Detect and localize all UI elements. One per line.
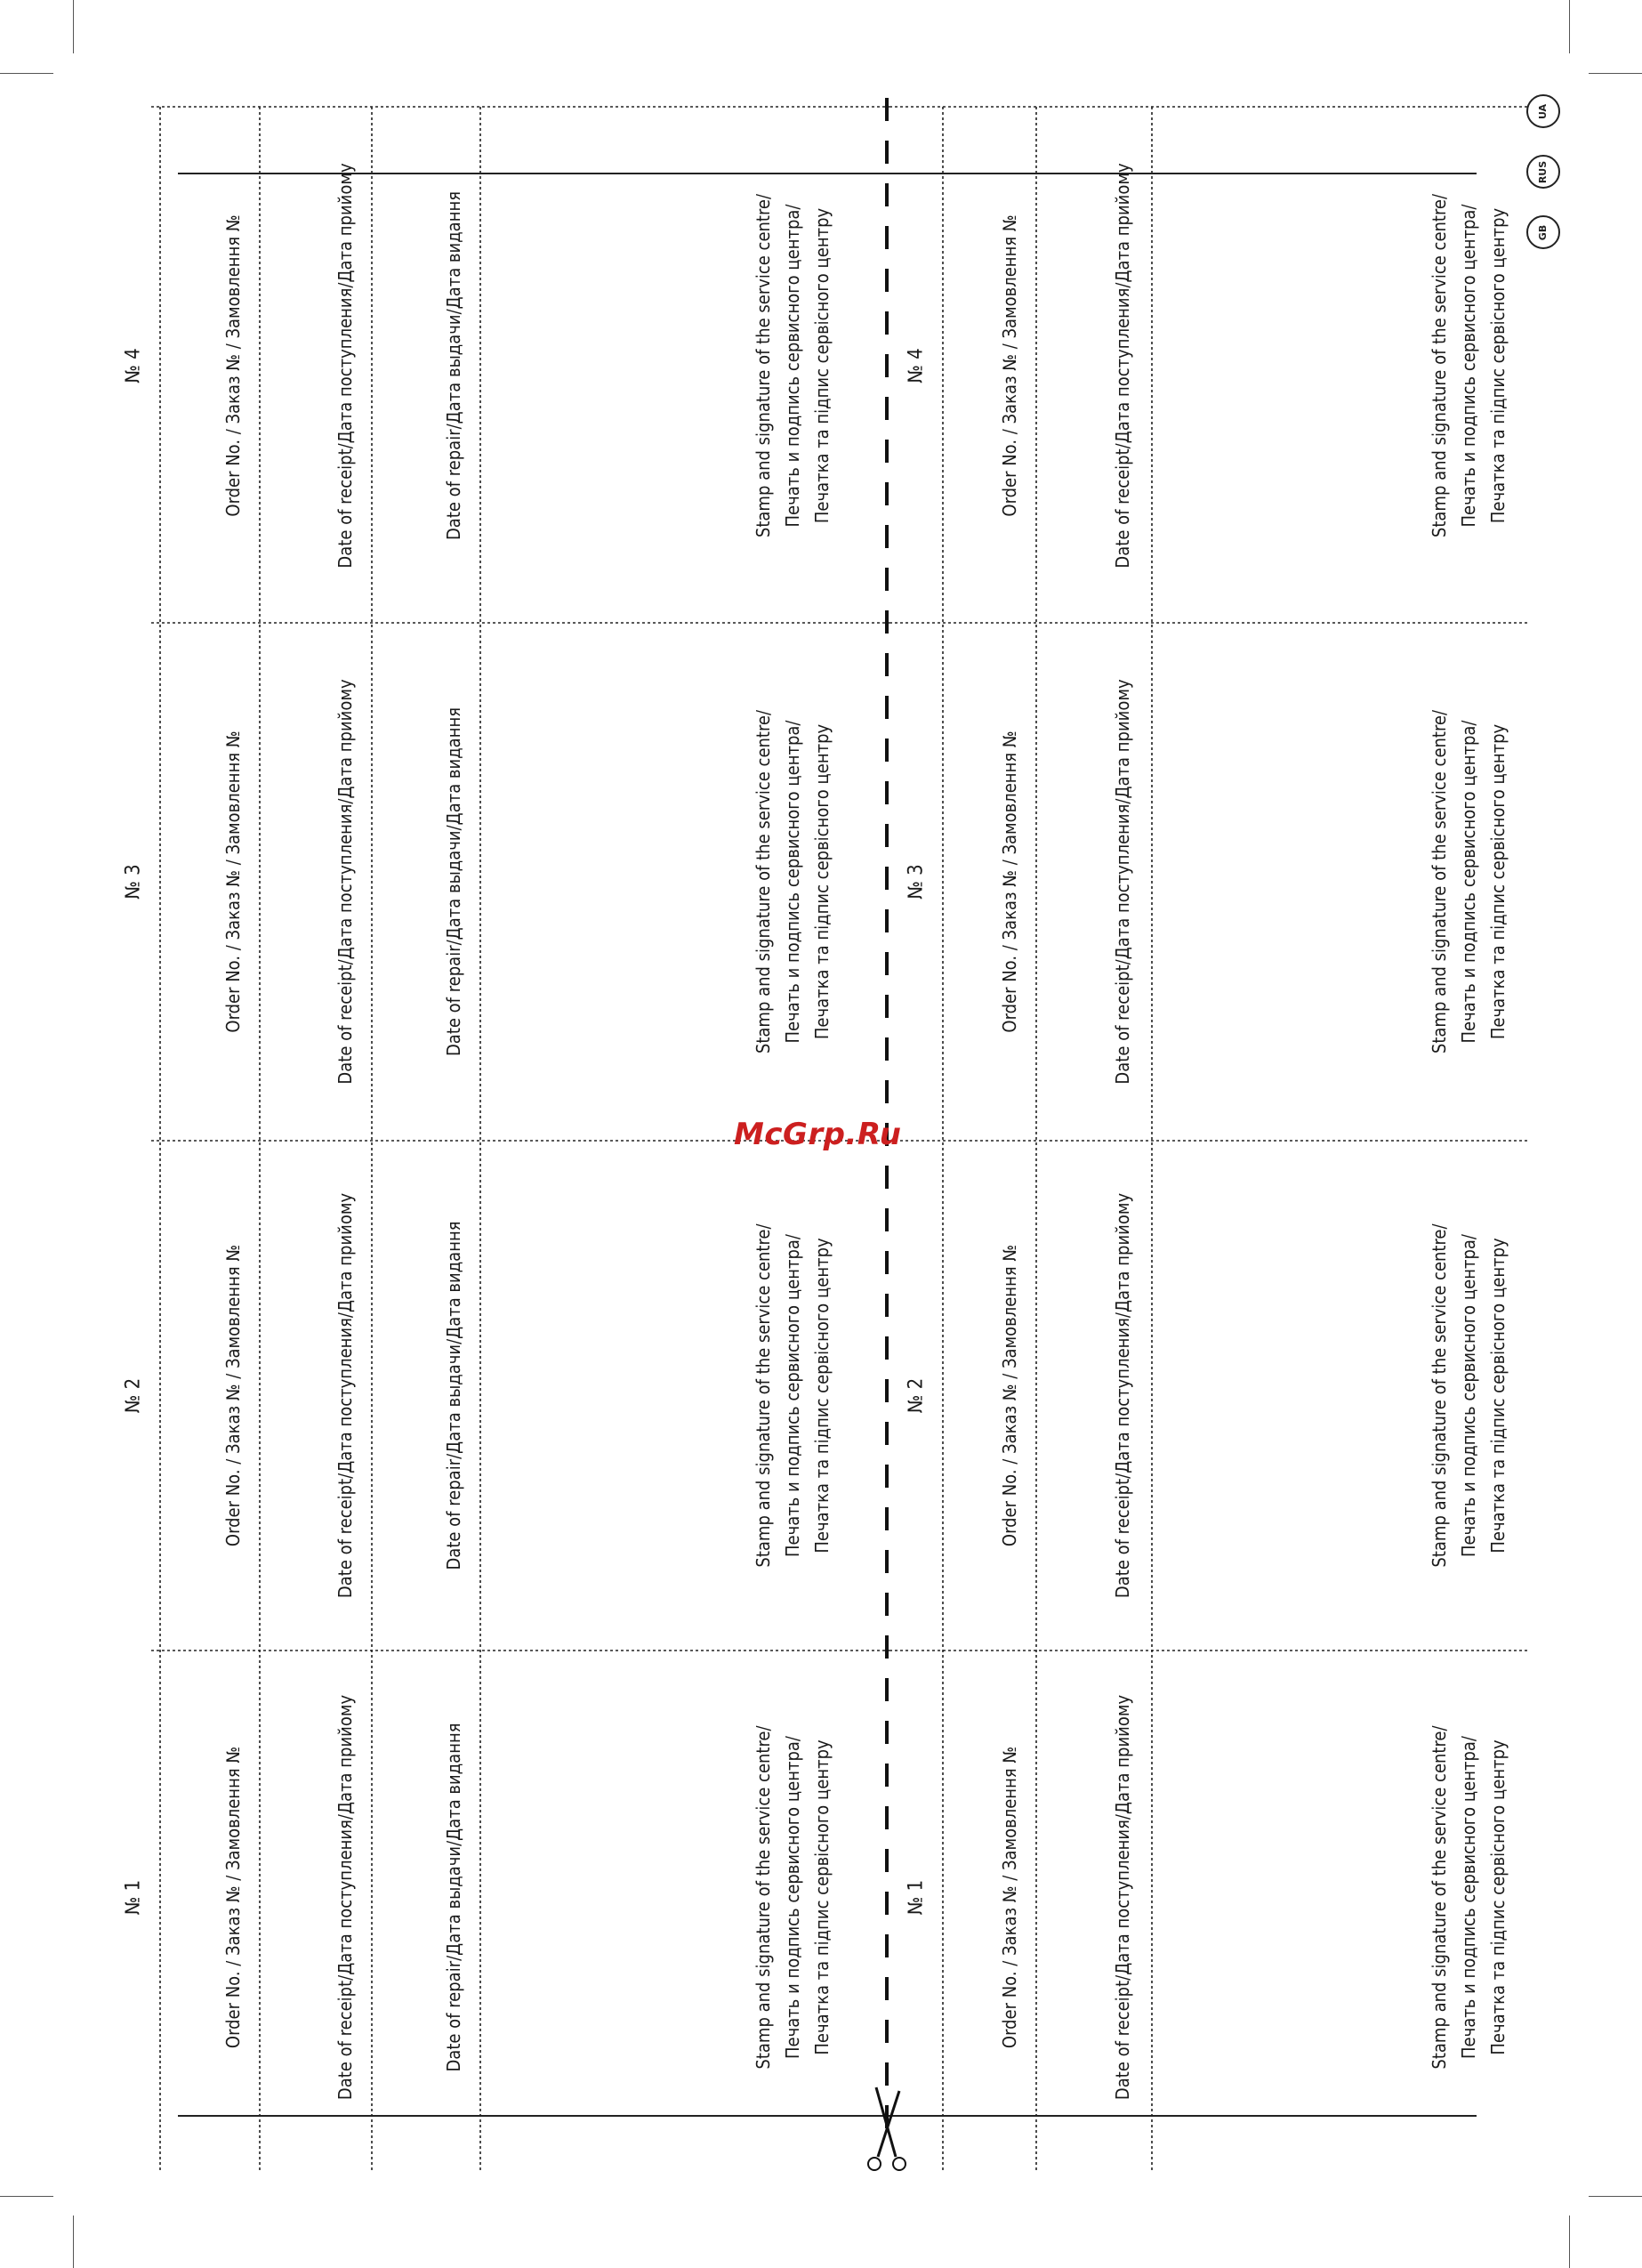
coupon-number: № 2 xyxy=(122,1377,145,1414)
stamp-signature-label: Stamp and signature of the service centre/ xyxy=(1429,709,1450,1054)
stamp-signature-label: Печатка та підпис сервісного центру xyxy=(1487,723,1509,1040)
date-of-receipt-label: Date of receipt/Дата поступления/Дата прийому xyxy=(1112,679,1133,1085)
stamp-signature-label: Stamp and signature of the service centre/ xyxy=(753,193,774,538)
language-badge-rus: RUS xyxy=(1526,155,1560,189)
stamp-signature-label: Печатка та підпис сервісного центру xyxy=(811,207,833,524)
stamp-signature-label: Печать и подпись сервисного центра/ xyxy=(782,204,803,528)
coupon-number: № 1 xyxy=(122,1879,145,1916)
order-number-label: Order No. / Заказ № / Замовлення № xyxy=(999,214,1020,517)
language-badge-gb: GB xyxy=(1526,215,1560,249)
order-number-label: Order No. / Заказ № / Замовлення № xyxy=(222,214,244,517)
scissors-icon xyxy=(868,2087,906,2170)
coupon-number: № 2 xyxy=(905,1377,928,1414)
language-badge-ua: UA xyxy=(1526,94,1560,128)
stamp-signature-label: Печать и подпись сервисного центра/ xyxy=(1458,720,1479,1044)
order-number-label: Order No. / Заказ № / Замовлення № xyxy=(999,730,1020,1033)
order-number-label: Order No. / Заказ № / Замовлення № xyxy=(222,1244,244,1547)
order-number-label: Order No. / Заказ № / Замовлення № xyxy=(222,1746,244,2049)
coupon-number: № 4 xyxy=(122,348,145,383)
date-of-repair-label: Date of repair/Дата выдачи/Дата видання xyxy=(443,1723,464,2072)
stamp-signature-label: Печатка та підпис сервісного центру xyxy=(1487,207,1509,524)
stamp-signature-label: Печатка та підпис сервісного центру xyxy=(811,723,833,1040)
coupon-number: № 3 xyxy=(122,864,145,900)
date-of-receipt-label: Date of receipt/Дата поступления/Дата прийому xyxy=(334,163,356,569)
coupon-number: № 3 xyxy=(905,864,928,900)
stamp-signature-label: Печатка та підпис сервісного центру xyxy=(811,1238,833,1554)
stamp-signature-label: Stamp and signature of the service centre/ xyxy=(1429,1725,1450,2070)
coupon-number: № 4 xyxy=(905,348,928,383)
date-of-repair-label: Date of repair/Дата выдачи/Дата видання xyxy=(443,190,464,541)
date-of-receipt-label: Date of receipt/Дата поступления/Дата прийому xyxy=(1112,163,1133,569)
stamp-signature-label: Печатка та підпис сервісного центру xyxy=(1487,1238,1509,1554)
stamp-signature-label: Stamp and signature of the service centre/ xyxy=(753,1223,774,1568)
date-of-receipt-label: Date of receipt/Дата поступления/Дата прийому xyxy=(334,1192,356,1599)
date-of-repair-label: Date of repair/Дата выдачи/Дата видання xyxy=(443,706,464,1057)
stamp-signature-label: Печать и подпись сервисного центра/ xyxy=(782,720,803,1044)
stamp-signature-label: Stamp and signature of the service centre/ xyxy=(1429,1223,1450,1568)
order-number-label: Order No. / Заказ № / Замовлення № xyxy=(999,1746,1020,2049)
coupon-number: № 1 xyxy=(905,1879,928,1916)
stamp-signature-label: Печать и подпись сервисного центра/ xyxy=(782,1234,803,1557)
stamp-signature-label: Печатка та підпис сервісного центру xyxy=(811,1739,833,2055)
date-of-receipt-label: Date of receipt/Дата поступления/Дата прийому xyxy=(1112,1192,1133,1599)
date-of-receipt-label: Date of receipt/Дата поступления/Дата прийому xyxy=(334,1694,356,2101)
stamp-signature-label: Печатка та підпис сервісного центру xyxy=(1487,1739,1509,2055)
stamp-signature-label: Печать и подпись сервисного центра/ xyxy=(1458,204,1479,528)
date-of-receipt-label: Date of receipt/Дата поступления/Дата прийому xyxy=(334,679,356,1085)
date-of-repair-label: Date of repair/Дата выдачи/Дата видання xyxy=(443,1221,464,1570)
watermark: McGrp.Ru xyxy=(734,1117,902,1152)
order-number-label: Order No. / Заказ № / Замовлення № xyxy=(999,1244,1020,1547)
stamp-signature-label: Печать и подпись сервисного центра/ xyxy=(782,1736,803,2059)
stamp-signature-label: Печать и подпись сервисного центра/ xyxy=(1458,1234,1479,1557)
stamp-signature-label: Печать и подпись сервисного центра/ xyxy=(1458,1736,1479,2059)
date-of-receipt-label: Date of receipt/Дата поступления/Дата прийому xyxy=(1112,1694,1133,2101)
stamp-signature-label: Stamp and signature of the service centre/ xyxy=(1429,193,1450,538)
stamp-signature-label: Stamp and signature of the service centre/ xyxy=(753,709,774,1054)
stamp-signature-label: Stamp and signature of the service centre/ xyxy=(753,1725,774,2070)
order-number-label: Order No. / Заказ № / Замовлення № xyxy=(222,730,244,1033)
